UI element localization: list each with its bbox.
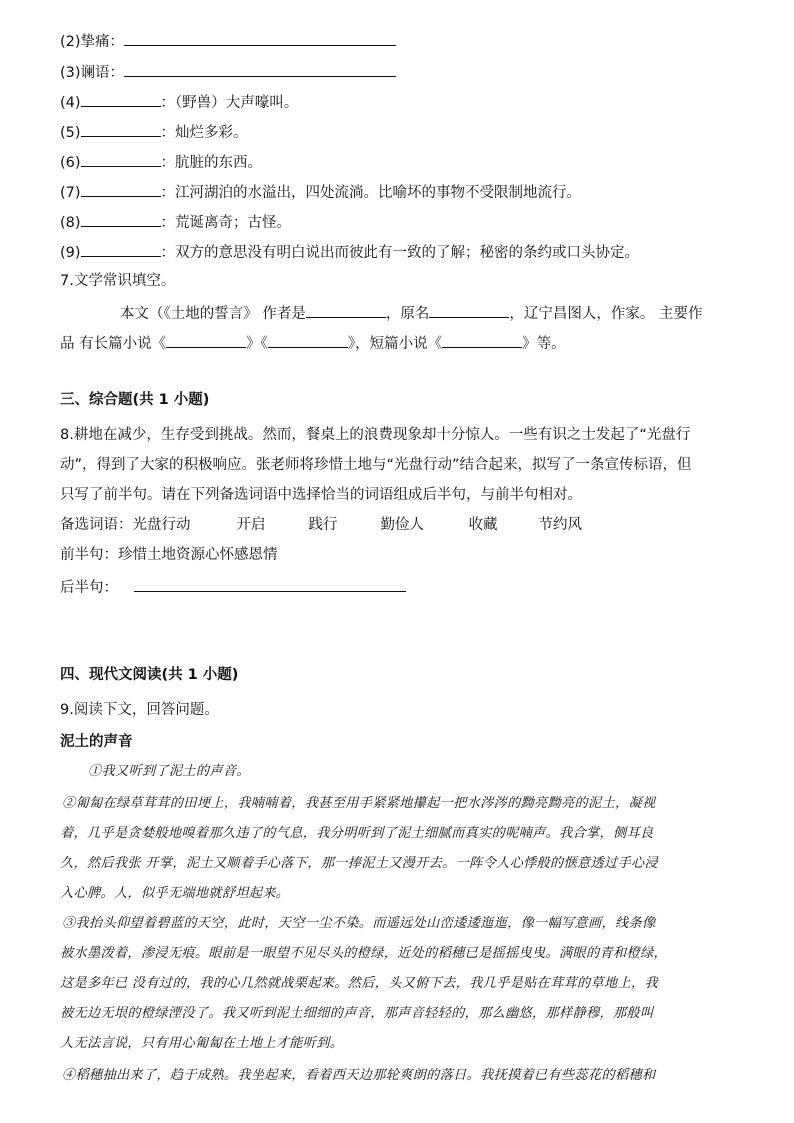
item-number: (3) xyxy=(60,65,81,81)
paragraph-2-line-4: 入心脾。人，似乎无端地就舒坦起来。 xyxy=(60,886,290,901)
item-word: 挚痛： xyxy=(80,34,125,50)
q7-text: 本文（《土地的誓言》 作者是 xyxy=(120,306,306,322)
item-number: (7) xyxy=(60,185,81,201)
q7-text: ，辽宁昌图人，作家。 主要作 xyxy=(509,306,703,322)
q7-text: 》《 xyxy=(246,336,268,352)
option-word: 光盘行动 xyxy=(132,517,191,533)
author-blank[interactable] xyxy=(306,302,386,318)
vocab-item-6 xyxy=(60,151,262,173)
answer-blank[interactable] xyxy=(81,241,161,257)
q8-options xyxy=(60,515,582,535)
q7-text: 》，短篇小说《 xyxy=(347,336,443,352)
options-label: 备选词语： xyxy=(60,517,133,533)
second-half-label: 后半句： xyxy=(60,580,118,596)
option-word: 收藏 xyxy=(468,517,498,533)
paragraph-3-line-4: 被无边无垠的橙绿湮没了。我又听到泥土细细的声音，那声音轻轻的，那么幽悠，那样静穆，那般叫 xyxy=(60,1006,654,1021)
q8-text-line-2: 动”，得到了大家的积极响应。张老师将珍惜土地与“光盘行动”结合起来，拟写了一条宣传标语，但 xyxy=(60,457,692,473)
item-definition: ：双方的意思没有明白说出而彼此有一致的了解；秘密的条约或口头协定。 xyxy=(160,245,640,261)
second-half-blank[interactable] xyxy=(134,576,406,592)
item-number: (5) xyxy=(60,125,81,141)
answer-blank[interactable] xyxy=(81,211,161,227)
item-number: (6) xyxy=(60,155,81,171)
answer-blank[interactable] xyxy=(81,121,161,137)
vocab-item-3 xyxy=(60,61,396,83)
original-name-blank[interactable] xyxy=(429,302,509,318)
option-word: 节约风 xyxy=(538,517,582,533)
novel-blank-1[interactable] xyxy=(166,332,246,348)
item-number: (9) xyxy=(60,245,81,261)
paragraph-3-line-1: ③我抬头仰望着碧蓝的天空，此时，天空一尘不染。而遥远处山峦逶逶迤迤，像一幅写意画，线条像 xyxy=(62,916,656,931)
vocab-item-2 xyxy=(60,30,396,52)
paragraph-3-line-5: 人无法言说，只有用心匍匐在土地上才能听到。 xyxy=(60,1036,344,1051)
answer-blank[interactable] xyxy=(81,151,161,167)
item-definition: ：灿烂多彩。 xyxy=(160,125,248,141)
paragraph-2-line-1: ②匍匐在绿草茸茸的田埂上，我喃喃着，我甚至用手紧紧地攥起一把水涔涔的黝亮黝亮的泥土，凝视 xyxy=(62,796,656,811)
passage-title: 泥土的声音 xyxy=(60,734,133,750)
q9-prompt: 9.阅读下文，回答问题。 xyxy=(60,702,219,718)
paragraph-3-line-2: 被水墨泼着，渗浸无痕。眼前是一眼望不见尽头的橙绿，近处的稻穗已是摇摇曳曳。满眼的青和橙绿， xyxy=(60,946,667,961)
vocab-item-5 xyxy=(60,121,248,143)
vocab-item-8 xyxy=(60,211,291,233)
item-number: (4) xyxy=(60,95,81,111)
paragraph-4-line-1: ④稻穗抽出来了，趋于成熟。我坐起来，看着西天边那轮爽朗的落日。我抚摸着已有些蕊花的稻穗和 xyxy=(62,1068,656,1083)
answer-blank[interactable] xyxy=(124,30,396,46)
paragraph-2-line-2: 着，几乎是贪婪般地嗅着那久违了的气息，我分明听到了泥土细腻而真实的呢喃声。我合掌，侧耳良 xyxy=(60,826,654,841)
paragraph-2-line-3: 久，然后我张 开掌，泥土又顺着手心落下，那一捧泥土又漫开去。一阵令人心悸般的惬意透过手心浸 xyxy=(60,856,658,871)
q7-text: 》等。 xyxy=(522,336,566,352)
q8-first-half: 前半句：珍惜土地资源心怀感恩情 xyxy=(60,547,278,563)
item-number: (8) xyxy=(60,215,81,231)
q7-text: ，原名 xyxy=(385,306,430,322)
q7-line-2 xyxy=(60,332,566,354)
paragraph-1: ①我又听到了泥土的声音。 xyxy=(88,764,250,779)
answer-blank[interactable] xyxy=(124,61,396,77)
vocab-item-4 xyxy=(60,91,298,113)
item-number: (2) xyxy=(60,34,81,50)
vocab-item-7 xyxy=(60,181,581,203)
item-definition: ：荒诞离奇；古怪。 xyxy=(160,215,292,231)
short-story-blank[interactable] xyxy=(442,332,522,348)
vocab-item-9 xyxy=(60,241,639,263)
q8-text-line-3: 只写了前半句。请在下列备选词语中选择恰当的词语组成后半句，与前半句相对。 xyxy=(60,487,582,503)
item-word: 谰语： xyxy=(80,65,125,81)
option-word: 践行 xyxy=(308,517,338,533)
paragraph-3-line-3: 这是多年已 没有过的，我的心几然就战栗起来。然后，头又俯下去，我几乎是贴在茸茸的草地上，我 xyxy=(60,976,658,991)
q7-line-1 xyxy=(120,302,702,324)
q8-second-half xyxy=(60,576,406,598)
section-4-heading: 四、现代文阅读(共 1 小题) xyxy=(60,667,239,683)
answer-blank[interactable] xyxy=(81,91,161,107)
q7-text: 品 有长篇小说《 xyxy=(60,336,167,352)
novel-blank-2[interactable] xyxy=(268,332,348,348)
q8-text-line-1: 8.耕地在减少，生存受到挑战。然而，餐桌上的浪费现象却十分惊人。一些有识之士发起了“光盘行 xyxy=(60,427,691,443)
option-word: 勤俭人 xyxy=(380,517,424,533)
section-3-heading: 三、综合题(共 1 小题) xyxy=(60,392,210,408)
answer-blank[interactable] xyxy=(81,181,161,197)
item-definition: ：肮脏的东西。 xyxy=(160,155,263,171)
q7-title: 7.文学常识填空。 xyxy=(60,273,176,289)
item-definition: ：江河湖泊的水溢出，四处流淌。比喻坏的事物不受限制地流行。 xyxy=(160,185,582,201)
option-word: 开启 xyxy=(236,517,266,533)
item-definition: ：（野兽）大声嚎叫。 xyxy=(160,95,299,111)
